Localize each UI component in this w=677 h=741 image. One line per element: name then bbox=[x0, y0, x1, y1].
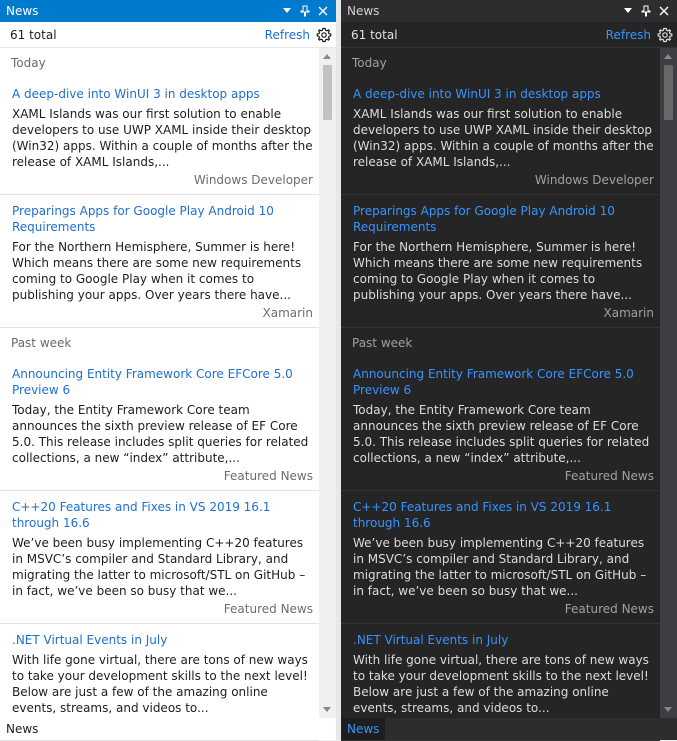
article-item[interactable] bbox=[341, 358, 660, 491]
article-summary: With life gone virtual, there are tons of new ways to take your development skills to the next level! Below are just a few of the amazing online events, streams, and videos to... bbox=[353, 653, 649, 715]
article-item[interactable] bbox=[341, 78, 660, 195]
vertical-scrollbar[interactable] bbox=[319, 48, 336, 718]
article-summary: XAML Islands was our first solution to enable developers to use UWP XAML inside their desktop (Win32) apps. Within a couple of months after the release of XAML Islands,... bbox=[353, 107, 654, 169]
news-feed-scroll-area[interactable] bbox=[341, 48, 677, 718]
news-feed-scroll-area[interactable] bbox=[0, 48, 336, 718]
article-source: Featured News bbox=[223, 602, 313, 616]
article-item[interactable] bbox=[0, 491, 319, 624]
news-panel-light bbox=[0, 0, 336, 740]
article-title-link[interactable]: Preparings Apps for Google Play Android 10 Requirements bbox=[12, 204, 274, 234]
close-icon[interactable] bbox=[657, 4, 671, 18]
article-title-link[interactable]: Announcing Entity Framework Core EFCore 5.0 Preview 6 bbox=[353, 367, 634, 397]
gear-icon[interactable] bbox=[657, 27, 673, 43]
article-item[interactable] bbox=[341, 195, 660, 328]
total-count: 61 total bbox=[351, 27, 398, 42]
scroll-up-arrow-icon[interactable] bbox=[664, 54, 672, 59]
news-feed bbox=[0, 48, 319, 741]
vertical-scrollbar[interactable] bbox=[660, 48, 677, 718]
scrollbar-thumb[interactable] bbox=[664, 65, 673, 120]
article-item[interactable] bbox=[341, 491, 660, 624]
article-source: Xamarin bbox=[262, 306, 313, 320]
article-summary: We’ve been busy implementing C++20 features in MSVC’s compiler and Standard Library, and migrating the latter to microsoft/STL on GitHub – in fact, we’ve been so busy that we... bbox=[353, 536, 647, 598]
title-bar-buttons bbox=[621, 4, 671, 18]
total-count: 61 total bbox=[10, 27, 57, 42]
article-summary: We’ve been busy implementing C++20 features in MSVC’s compiler and Standard Library, and migrating the latter to microsoft/STL on GitHub – in fact, we’ve been so busy that we... bbox=[12, 536, 306, 598]
article-title-link[interactable]: A deep-dive into WinUI 3 in desktop apps bbox=[353, 87, 601, 101]
article-summary: For the Northern Hemisphere, Summer is here! Which means there are some new requirements coming to Google Play when it comes to publishing your apps. Over years there have... bbox=[12, 240, 302, 302]
tab-news[interactable]: News bbox=[341, 718, 385, 740]
article-summary: Today, the Entity Framework Core team announces the sixth preview release of EF Core 5.0. This release includes split queries for related collections, a new “index” attribute,... bbox=[12, 403, 309, 465]
panel-title: News bbox=[347, 4, 380, 18]
panel-title: News bbox=[6, 4, 39, 18]
article-title-link[interactable]: A deep-dive into WinUI 3 in desktop apps bbox=[12, 87, 260, 101]
article-summary: For the Northern Hemisphere, Summer is here! Which means there are some new requirements coming to Google Play when it comes to publishing your apps. Over years there have... bbox=[353, 240, 643, 302]
close-icon[interactable] bbox=[316, 4, 330, 18]
news-toolbar bbox=[341, 22, 677, 48]
panel-title-bar[interactable] bbox=[0, 0, 336, 22]
dropdown-arrow-icon[interactable] bbox=[621, 4, 635, 18]
refresh-link[interactable]: Refresh bbox=[264, 27, 310, 42]
tab-news[interactable]: News bbox=[6, 722, 39, 736]
gear-icon[interactable] bbox=[316, 27, 332, 43]
section-header-today: Today bbox=[0, 48, 319, 78]
article-source: Xamarin bbox=[603, 306, 654, 320]
article-title-link[interactable]: Preparings Apps for Google Play Android 10 Requirements bbox=[353, 204, 615, 234]
section-header-past-week: Past week bbox=[341, 328, 660, 358]
refresh-link[interactable]: Refresh bbox=[605, 27, 651, 42]
scroll-up-arrow-icon[interactable] bbox=[323, 54, 331, 59]
pin-icon[interactable] bbox=[298, 4, 312, 18]
article-title-link[interactable]: .NET Virtual Events in July bbox=[353, 633, 509, 647]
article-source: Windows Developer bbox=[534, 173, 654, 187]
article-title-link[interactable]: .NET Virtual Events in July bbox=[12, 633, 168, 647]
pin-icon[interactable] bbox=[639, 4, 653, 18]
article-item[interactable] bbox=[0, 195, 319, 328]
article-item[interactable] bbox=[0, 78, 319, 195]
article-source: Featured News bbox=[223, 469, 313, 483]
article-item[interactable] bbox=[0, 358, 319, 491]
article-title-link[interactable]: C++20 Features and Fixes in VS 2019 16.1 through 16.6 bbox=[12, 500, 271, 530]
article-title-link[interactable]: C++20 Features and Fixes in VS 2019 16.1 through 16.6 bbox=[353, 500, 612, 530]
article-summary: With life gone virtual, there are tons of new ways to take your development skills to the next level! Below are just a few of the amazing online events, streams, and videos to... bbox=[12, 653, 308, 715]
news-toolbar bbox=[0, 22, 336, 48]
bottom-tab-strip bbox=[341, 718, 677, 740]
bottom-tab-strip bbox=[0, 718, 336, 740]
news-feed bbox=[341, 48, 660, 741]
article-summary: Today, the Entity Framework Core team announces the sixth preview release of EF Core 5.0. This release includes split queries for related collections, a new “index” attribute,... bbox=[353, 403, 650, 465]
panel-title-bar[interactable] bbox=[341, 0, 677, 22]
article-source: Windows Developer bbox=[193, 173, 313, 187]
news-panel-dark bbox=[341, 0, 677, 740]
article-source: Featured News bbox=[564, 602, 654, 616]
scroll-down-arrow-icon[interactable] bbox=[664, 707, 672, 712]
dropdown-arrow-icon[interactable] bbox=[280, 4, 294, 18]
article-title-link[interactable]: Announcing Entity Framework Core EFCore 5.0 Preview 6 bbox=[12, 367, 293, 397]
article-source: Featured News bbox=[564, 469, 654, 483]
scroll-down-arrow-icon[interactable] bbox=[323, 707, 331, 712]
section-header-today: Today bbox=[341, 48, 660, 78]
scrollbar-thumb[interactable] bbox=[323, 65, 332, 120]
section-header-past-week: Past week bbox=[0, 328, 319, 358]
title-bar-buttons bbox=[280, 4, 330, 18]
article-summary: XAML Islands was our first solution to enable developers to use UWP XAML inside their desktop (Win32) apps. Within a couple of months after the release of XAML Islands,... bbox=[12, 107, 313, 169]
